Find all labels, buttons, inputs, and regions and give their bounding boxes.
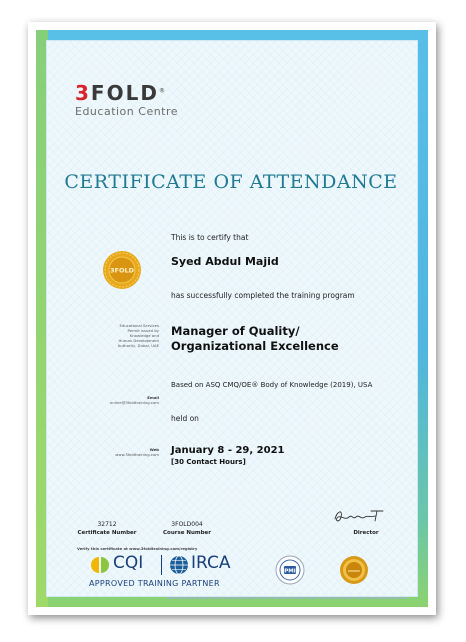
program-title — [171, 324, 339, 354]
course-number-label: Course Number — [163, 530, 211, 536]
permit-line: Knowledge and — [129, 333, 159, 338]
certificate-border — [36, 30, 428, 607]
approved-partner-text: APPROVED TRAINING PARTNER — [89, 579, 220, 588]
permit-line: Authority, Dubai, UAE — [117, 343, 159, 348]
gold-seal-icon — [101, 249, 143, 291]
irca-text: IRCA — [191, 553, 231, 573]
certificate-body — [46, 40, 418, 597]
completed-line: has successfully completed the training program — [171, 291, 355, 300]
partner-logos — [77, 553, 387, 603]
held-on-line: held on — [171, 414, 199, 423]
permit-line: Permit issued by — [127, 328, 159, 333]
brand-logo — [75, 81, 167, 105]
contact-hours: [30 Contact Hours] — [171, 458, 246, 466]
permit-info — [55, 323, 159, 348]
certificate-sheet — [28, 22, 436, 615]
based-on-line: Based on ASQ CMQ/OE® Body of Knowledge (2019), USA — [171, 381, 373, 389]
verify-text: Verify this certificate at www.3foldtraining.com/registry — [77, 546, 198, 551]
gold-medal-icon — [339, 555, 369, 585]
program-line-1: Manager of Quality/ — [171, 324, 300, 338]
web-label: Web — [149, 447, 159, 452]
web-info — [55, 447, 159, 457]
fine-print-line — [167, 597, 407, 599]
program-line-2: Organizational Excellence — [171, 339, 339, 353]
logo-text: FOLD — [90, 81, 159, 105]
event-dates: January 8 - 29, 2021 — [171, 445, 285, 456]
irca-globe-icon — [169, 555, 189, 575]
director-signature — [331, 505, 391, 527]
certificate-title: CERTIFICATE OF ATTENDANCE — [64, 171, 398, 193]
trademark-mark: ® — [158, 87, 167, 95]
permit-line: Human Development — [118, 338, 159, 343]
pmi-badge-text: PMI — [284, 568, 296, 575]
email-value: online@3foldtraining.com — [110, 400, 159, 405]
course-number: 3FOLD004 — [171, 521, 203, 528]
permit-line: Educational Services — [119, 323, 159, 328]
director-label: Director — [353, 530, 379, 536]
email-label: Email — [147, 395, 159, 400]
cqi-text: CQI — [113, 553, 144, 573]
seal-text: 3FOLD — [109, 266, 135, 275]
recipient-name: Syed Abdul Majid — [171, 255, 279, 268]
pmi-badge-icon — [275, 555, 305, 585]
email-info — [55, 395, 159, 405]
cqi-logo-icon — [89, 555, 111, 575]
web-value: www.3foldtraining.com — [115, 452, 159, 457]
certify-line: This is to certify that — [171, 233, 249, 242]
certificate-number: 32712 — [97, 521, 117, 528]
certificate-number-label: Certificate Number — [77, 530, 137, 536]
logo-subtitle: Education Centre — [75, 105, 179, 118]
logo-digit: 3 — [75, 81, 91, 105]
partner-divider — [161, 555, 162, 575]
